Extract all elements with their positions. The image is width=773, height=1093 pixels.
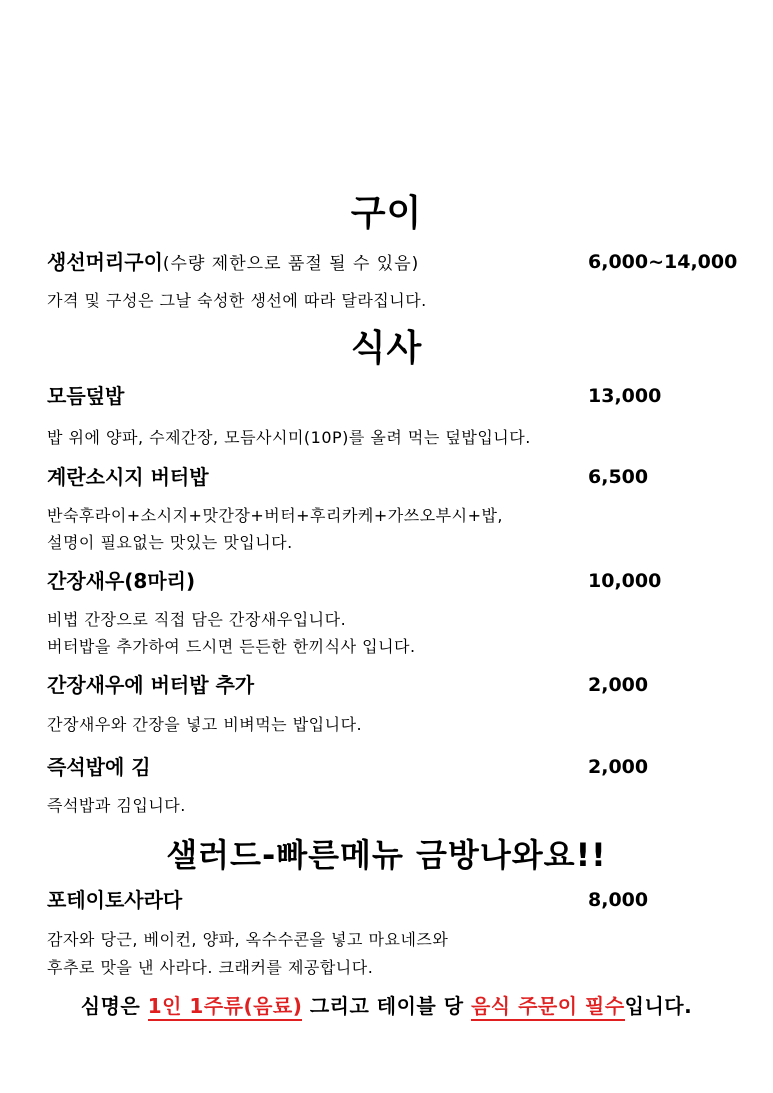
menu-item-price: 8,000 bbox=[588, 889, 649, 911]
menu-item-note: (수량 제한으로 품절 될 수 있음) bbox=[162, 254, 420, 274]
menu-item-price: 6,500 bbox=[588, 466, 649, 488]
menu-item-description: 즉석밥과 김입니다. bbox=[47, 796, 186, 815]
menu-item-description: 반숙후라이+소시지+맛간장+버터+후리카케+가쓰오부시+밥, bbox=[47, 506, 504, 525]
menu-item-price: 2,000 bbox=[588, 674, 649, 696]
menu-item-description: 후추로 맛을 낸 사라다. 크래커를 제공합니다. bbox=[47, 958, 374, 977]
menu-item-name: 모듬덮밥 bbox=[47, 384, 125, 408]
menu-item-name: 즉석밥에 김 bbox=[47, 755, 151, 779]
menu-item-description: 버터밥을 추가하여 드시면 든든한 한끼식사 입니다. bbox=[47, 637, 416, 656]
menu-item-price: 6,000~14,000 bbox=[588, 251, 738, 273]
footer-prefix: 심명은 bbox=[80, 994, 148, 1018]
menu-item-description: 감자와 당근, 베이컨, 양파, 옥수수콘을 넣고 마요네즈와 bbox=[47, 930, 449, 949]
menu-item-description: 비법 간장으로 직접 담은 간장새우입니다. bbox=[47, 610, 347, 629]
menu-item-price: 2,000 bbox=[588, 756, 649, 778]
menu-item-price: 10,000 bbox=[588, 570, 662, 592]
menu-item-description: 간장새우와 간장을 넣고 비벼먹는 밥입니다. bbox=[47, 715, 363, 734]
section-title-grill: 구이 bbox=[350, 193, 423, 234]
footer-middle: 그리고 테이블 당 bbox=[302, 994, 471, 1018]
footer-suffix: 입니다. bbox=[624, 994, 693, 1018]
menu-item-price: 13,000 bbox=[588, 385, 662, 407]
section-title-salad: 샐러드-빠른메뉴 금방나와요!! bbox=[166, 836, 607, 874]
footer-highlight-food: 음식 주문이 필수 bbox=[471, 994, 625, 1021]
menu-item-name-text: 생선머리구이 bbox=[47, 250, 163, 274]
menu-item-name: 계란소시지 버터밥 bbox=[47, 465, 209, 489]
menu-item-name bbox=[47, 249, 419, 277]
menu-item-name: 간장새우(8마리) bbox=[47, 569, 196, 593]
footer-notice bbox=[0, 992, 773, 1020]
menu-item-description: 가격 및 구성은 그날 숙성한 생선에 따라 달라집니다. bbox=[47, 291, 427, 310]
footer-highlight-drink: 1인 1주류(음료) bbox=[148, 994, 303, 1021]
section-title-meal: 식사 bbox=[350, 328, 423, 369]
menu-item-name: 포테이토사라다 bbox=[47, 888, 183, 912]
menu-item-description: 설명이 필요없는 맛있는 맛입니다. bbox=[47, 533, 293, 552]
menu-item-description: 밥 위에 양파, 수제간장, 모듬사시미(10P)를 올려 먹는 덮밥입니다. bbox=[47, 428, 531, 447]
menu-item-name: 간장새우에 버터밥 추가 bbox=[47, 673, 255, 697]
